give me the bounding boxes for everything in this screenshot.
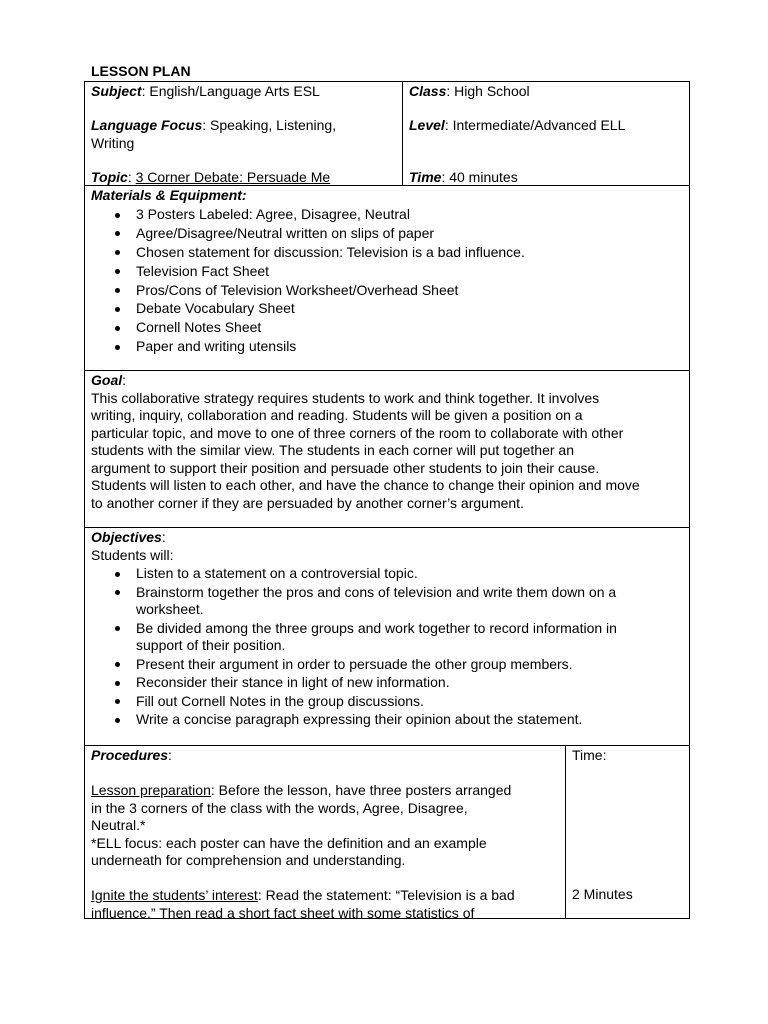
procedures-cell: [85, 746, 566, 921]
materials-item: Television Fact Sheet: [136, 263, 683, 281]
subject-label: Subject: [91, 83, 142, 99]
time-line: [409, 169, 683, 187]
objectives-list: [91, 565, 683, 729]
level-line: [409, 117, 683, 135]
focus-value-cont: Writing: [91, 134, 135, 151]
focus-line: [91, 117, 396, 152]
lesson-preparation-text: : Before the lesson, have three posters arranged: [210, 782, 512, 798]
time-cell: [566, 746, 689, 918]
materials-heading: Materials & Equipment:: [91, 187, 247, 203]
objectives-item: [136, 565, 683, 583]
goal-heading-line: [91, 372, 683, 390]
topic-line: [91, 169, 396, 187]
materials-list: [91, 206, 683, 356]
materials-item: Paper and writing utensils: [136, 338, 683, 356]
objectives-item-text: worksheet.: [136, 601, 204, 617]
lesson-preparation-line: [91, 782, 559, 800]
objectives-heading-line: [91, 529, 683, 547]
class-label: Class: [409, 83, 447, 99]
class-line: [409, 83, 683, 101]
header-row: [85, 82, 689, 186]
procedures-heading-line: [91, 747, 559, 765]
header-right-cell: [403, 82, 689, 185]
objectives-item-text: Listen to a statement on a controversial topic.: [136, 565, 418, 581]
objectives-item: [136, 693, 683, 711]
ignite-interest-line: influence.” Then read a short fact sheet with some statistics of: [91, 904, 475, 921]
lesson-preparation-line: in the 3 corners of the class with the words, Agree, Disagree,: [91, 799, 468, 816]
goal-line: students with the similar view. The students in each corner will put together an: [91, 442, 574, 458]
goal-line: argument to support their position and persuade other students to join their cause.: [91, 459, 600, 476]
lesson-preparation-line: Neutral.*: [91, 817, 146, 833]
procedures-heading: Procedures: [91, 747, 169, 763]
objectives-item-text: Present their argument in order to persuade the other group members.: [136, 655, 573, 672]
ell-focus-line: underneath for comprehension and understanding.: [91, 852, 406, 868]
level-label: Level: [409, 117, 445, 133]
focus-value: : Speaking, Listening,: [202, 117, 337, 133]
materials-item: 3 Posters Labeled: Agree, Disagree, Neutral: [136, 206, 683, 224]
materials-item: Cornell Notes Sheet: [136, 319, 683, 337]
objectives-item-text: Write a concise paragraph expressing their opinion about the statement.: [136, 711, 583, 727]
goal-row: [85, 371, 689, 528]
ignite-time: 2 Minutes: [572, 886, 633, 902]
lesson-preparation-label: Lesson preparation: [91, 782, 211, 798]
header-left-cell: [85, 82, 403, 185]
objectives-item-text: Reconsider their stance in light of new information.: [136, 674, 450, 690]
objectives-item-text: Fill out Cornell Notes in the group discussions.: [136, 692, 424, 709]
materials-item: Pros/Cons of Television Worksheet/Overhead Sheet: [136, 282, 683, 300]
objectives-item: [136, 674, 683, 692]
topic-value: 3 Corner Debate: Persuade Me: [135, 169, 331, 185]
subject-line: [91, 83, 396, 101]
objectives-colon: :: [161, 529, 166, 545]
goal-line: to another corner if they are persuaded by another corner’s argument.: [91, 494, 524, 511]
objectives-item: [136, 711, 683, 729]
objectives-item: [136, 620, 683, 655]
goal-line: particular topic, and move to one of three corners of the room to collaborate with other: [91, 424, 624, 441]
objectives-item: [136, 584, 683, 619]
materials-item: Agree/Disagree/Neutral written on slips of paper: [136, 225, 683, 243]
document-title: LESSON PLAN: [91, 63, 191, 79]
time-value: : 40 minutes: [441, 169, 518, 185]
procedures-row: [85, 746, 689, 921]
time-column-heading: Time:: [572, 747, 607, 763]
materials-item: Debate Vocabulary Sheet: [136, 300, 683, 318]
goal-line: writing, inquiry, collaboration and reading. Students will be given a position on a: [91, 407, 583, 423]
objectives-item-text: Be divided among the three groups and work together to record information in: [136, 619, 617, 636]
objectives-item-text: Brainstorm together the pros and cons of television and write them down on a: [136, 583, 617, 600]
level-value: : Intermediate/Advanced ELL: [444, 117, 626, 133]
objectives-heading: Objectives: [91, 529, 162, 545]
goal-colon: :: [122, 372, 127, 388]
materials-item: Chosen statement for discussion: Television is a bad influence.: [136, 244, 683, 262]
goal-heading: Goal: [91, 372, 123, 388]
ignite-interest-text: : Read the statement: “Television is a bad: [257, 887, 515, 903]
ignite-interest-line: [91, 887, 559, 905]
focus-label: Language Focus: [91, 117, 203, 133]
topic-label: Topic: [91, 169, 128, 185]
objectives-row: [85, 528, 689, 746]
ignite-interest-label: Ignite the students’ interest: [91, 887, 258, 903]
goal-line: This collaborative strategy requires students to work and think together. It involves: [91, 389, 600, 406]
objectives-item: [136, 656, 683, 674]
topic-sep: :: [127, 169, 136, 185]
class-value: : High School: [446, 83, 530, 99]
procedures-colon: :: [168, 747, 172, 763]
goal-line: Students will listen to each other, and have the chance to change their opinion and move: [91, 477, 640, 493]
time-label: Time: [409, 169, 442, 185]
subject-value: : English/Language Arts ESL: [141, 83, 320, 99]
objectives-intro: Students will:: [91, 546, 174, 563]
materials-row: [85, 186, 689, 371]
lesson-plan-table: [84, 81, 690, 919]
objectives-item-text: support of their position.: [136, 637, 286, 653]
ell-focus-line: *ELL focus: each poster can have the definition and an example: [91, 834, 487, 851]
